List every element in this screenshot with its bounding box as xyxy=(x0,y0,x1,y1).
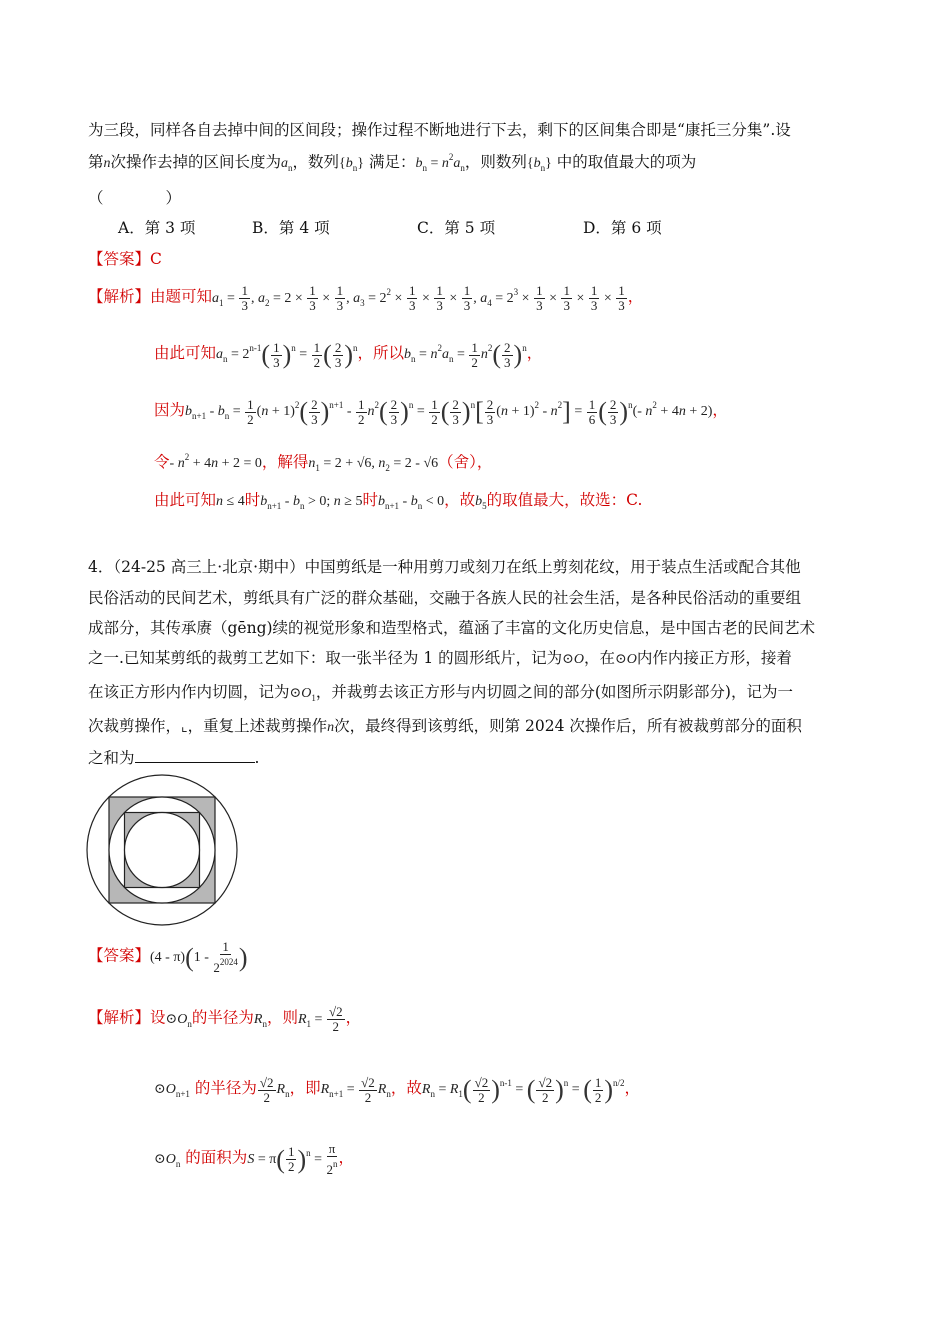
answer-label: 【答案】 xyxy=(88,250,151,268)
q4-line5-a: 在该正方形内作内切圆，记为 xyxy=(88,683,290,701)
inner-circle xyxy=(125,813,200,888)
q4-line7-a: 之和为 xyxy=(88,749,135,767)
math-rn-formula: $R_n = R_1$( $\frac{√2}{2}$ )$^{n-1}$ = ( $\frac{√2}{2}$ )$^n$ = ( $\frac{1}{2}$ )$^{n/2}$ xyxy=(421,1074,625,1105)
math-answer: (4 - π)(1 - $\frac{1}{2^{2024}}$ ) xyxy=(150,939,248,975)
math-cond2: $b_{n+1} - b_n > 0$; n ≥ 5 xyxy=(260,494,363,511)
math-n: n xyxy=(327,720,335,735)
math-n: n xyxy=(103,156,111,171)
math-recur: $R_{n+1}$ = $\frac{√2}{2}$ $R_n$ xyxy=(320,1074,391,1105)
analysis-text: 的半径为 xyxy=(194,1079,257,1098)
answer-value: C xyxy=(150,250,162,268)
analysis-text: 由此可知 xyxy=(154,491,217,509)
q4-line4-c: 内作内接正方形，接着 xyxy=(636,649,792,667)
q4-answer xyxy=(88,940,248,975)
q4-line7-b: . xyxy=(254,749,260,767)
q4-text-line3: 成部分，其传承赓（gēng)续的视觉形象和造型格式，蕴涵了丰富的文化历史信息，是中国古老的民间艺术 xyxy=(88,619,816,637)
analysis-text: 时 xyxy=(362,491,378,509)
analysis-text: 因为 xyxy=(154,401,186,420)
analysis-text: ，解得 xyxy=(261,453,309,471)
math-an-formula: $a_n = 2^{n-1}$( $\frac{1}{3}$ )$^n$ = $\frac{1}{2}$ ( $\frac{2}{3}$ )$^n$ xyxy=(216,339,358,370)
math-bn-seq2: $\{b_n\}$ xyxy=(526,156,552,173)
analysis-text: 的取值最大，故选：C. xyxy=(486,491,643,509)
q3-line2-d: 满足： xyxy=(368,153,416,171)
q3-analysis-line3: 因为$b_{n+1} - b_n$ = $\frac{1}{2}$ $(n + 1)^2$( $\frac{2}{3}$ )$^{n+1}$ - $\frac{1}{2}$ $n^2$( $\frac{2}{3}$ )$^n$ = $\frac{1}{2}$ ( $\frac{2}{3}$ )$^n$[ $\frac{2}{3}$ $(n + 1)^2 - n^2$] = $\frac{1}{6}$ ( $\frac{2}{3}$ )$^n$(- $n^2 + 4n + 2$)， xyxy=(154,396,728,427)
analysis-text: ，即 xyxy=(289,1079,321,1098)
math-a-values: $a_1$ = $\frac{1}{3}$ , $a_2 = 2$ × $\frac{1}{3}$ × $\frac{1}{3}$ , $a_3 = 2^2$ × $\frac{1}{3}$ × $\frac{1}{3}$ × $\frac{1}{3}$ , $a_4 = 2^3$ × $\frac{1}{3}$ × $\frac{1}{3}$ × $\frac{1}{3}$ × $\frac{1}{3}$ xyxy=(212,283,625,313)
option-a: A．第 3 项 xyxy=(118,219,196,237)
q3-line2-f: 中的取值最大的项为 xyxy=(556,153,697,171)
answer-label: 【答案】 xyxy=(88,946,151,965)
q4-text-line7 xyxy=(88,746,259,768)
q3-text-line1: 为三段，同样各自去掉中间的区间段；操作过程不断地进行下去，剩下的区间集合即是“康托三分集”.设 xyxy=(88,121,791,139)
analysis-text: （舍）， xyxy=(438,453,493,471)
math-bn-formula: $b_n = n^2a_n$ = $\frac{1}{2}$ $n^2$( $\frac{2}{3}$ )$^n$ xyxy=(404,339,527,370)
option-b: B．第 4 项 xyxy=(252,219,330,237)
analysis-text: ，所以 xyxy=(357,344,405,363)
q3-analysis-line1: 【解析】由题可知$a_1$ = $\frac{1}{3}$ , $a_2 = 2$ × $\frac{1}{3}$ × $\frac{1}{3}$ , $a_3 = 2^2$ × $\frac{1}{3}$ × $\frac{1}{3}$ × $\frac{1}{3}$ , $a_4 = 2^3$ × $\frac{1}{3}$ × $\frac{1}{3}$ × $\frac{1}{3}$ × $\frac{1}{3}$ ， xyxy=(88,283,644,313)
q3-analysis-line4 xyxy=(154,450,492,473)
math-bn-def: $b_n = n^2a_n$ xyxy=(415,152,465,173)
math-area: S = π( $\frac{1}{2}$ )$^n$ = $\frac{\pi}{2^n}$ xyxy=(247,1141,338,1177)
math-circle-o2: ⊙O xyxy=(615,652,637,667)
q3-text-line2 xyxy=(88,150,696,173)
math-cond3: $b_{n+1} - b_n < 0$ xyxy=(377,494,445,511)
q4-analysis-line2 xyxy=(154,1075,640,1105)
analysis-text: 时 xyxy=(244,491,261,509)
q4-text-line6 xyxy=(88,714,802,736)
q4-line4-a: 之一.已知某剪纸的裁剪工艺如下：取一张半径为 1 的圆形纸片，记为 xyxy=(88,649,563,667)
q4-text-line1: 4．（24-25 高三上·北京·期中）中国剪纸是一种用剪刀或刻刀在纸上剪刻花纹，用于装点生活或配合其他 xyxy=(88,558,801,576)
analysis-label: 【解析】 xyxy=(88,1008,151,1027)
analysis-label: 【解析】 xyxy=(88,287,151,306)
math-on1: $⊙O_{n+1}$ xyxy=(154,1082,190,1100)
math-diff: $b_{n+1} - b_n$ = $\frac{1}{2}$ $(n + 1)^2$( $\frac{2}{3}$ )$^{n+1}$ - $\frac{1}{2}$ $n^2$( $\frac{2}{3}$ )$^n$ = $\frac{1}{2}$ ( $\frac{2}{3}$ )$^n$[ $\frac{2}{3}$ $(n + 1)^2 - n^2$] = $\frac{1}{6}$ ( $\frac{2}{3}$ )$^n$(- $n^2 + 4n + 2$) xyxy=(185,396,713,427)
q4-text-line2: 民俗活动的民间艺术，剪纸具有广泛的群众基础，交融于各族人民的社会生活，是各种民俗活动的重要组 xyxy=(88,589,802,607)
analysis-text: 的面积为 xyxy=(185,1148,248,1167)
answer-blank xyxy=(135,748,255,763)
q4-text-line5 xyxy=(88,680,793,703)
analysis-text: 由题可知 xyxy=(150,287,213,306)
q4-analysis-line3 xyxy=(154,1142,354,1177)
q4-line6-b: ，重复上述裁剪操作 xyxy=(187,717,328,735)
q3-line2-a: 第 xyxy=(88,153,104,171)
q3-line2-e: ，则数列 xyxy=(464,153,527,171)
q3-answer xyxy=(88,247,162,269)
math-roots: $n_1 = 2 + √6$, $n_2 = 2 - √6$ xyxy=(308,456,439,473)
q3-line2-b: 次操作去掉的区间长度为 xyxy=(110,153,282,171)
analysis-text: ， xyxy=(624,1079,641,1098)
analysis-text: ，故 xyxy=(444,491,476,509)
q4-line4-b: ，在 xyxy=(584,649,616,667)
math-b5: $b_5$ xyxy=(475,494,487,511)
q3-line2-c: ，数列 xyxy=(292,153,340,171)
math-r1: $R_1$ = $\frac{√2}{2}$ xyxy=(297,1004,343,1034)
option-d: D．第 6 项 xyxy=(583,219,662,237)
analysis-text: 令 xyxy=(154,453,170,471)
math-rn: $R_n$ xyxy=(253,1011,267,1029)
math-circle-o: ⊙O xyxy=(562,652,585,667)
analysis-text: ，故 xyxy=(390,1079,422,1098)
q4-line6-c: 次，最终得到该剪纸，则第 2024 次操作后，所有被裁剪部分的面积 xyxy=(334,717,802,735)
analysis-text: ， xyxy=(345,1008,362,1027)
analysis-text: 的半径为 xyxy=(191,1008,254,1027)
analysis-text: 设 xyxy=(150,1008,166,1027)
q4-analysis-line1 xyxy=(88,1005,361,1034)
analysis-text: ，则 xyxy=(266,1008,298,1027)
q3-answer-paren: （ ） xyxy=(88,189,182,207)
math-radius: $\frac{√2}{2}$ $R_n$ xyxy=(259,1074,290,1105)
math-cond1: n ≤ 4 xyxy=(216,494,245,509)
option-c: C．第 5 项 xyxy=(417,219,496,237)
math-on: $⊙O_n$ xyxy=(165,1011,192,1029)
q3-analysis-line5 xyxy=(154,488,642,511)
paper-cut-figure xyxy=(86,774,238,926)
q3-analysis-line2: 由此可知$a_n = 2^{n-1}$( $\frac{1}{3}$ )$^n$ = $\frac{1}{2}$ ( $\frac{2}{3}$ )$^n$，所以$b_n = n^2a_n$ = $\frac{1}{2}$ $n^2$( $\frac{2}{3}$ )$^n$， xyxy=(154,339,543,370)
q4-line5-b: ，并裁剪去该正方形与内切圆之间的部分(如图所示阴影部分)，记为一 xyxy=(315,683,793,701)
math-ellipsis: ⌞ xyxy=(181,720,188,735)
math-circle-o1: $⊙O_1$ xyxy=(289,686,316,703)
q4-line6-a: 次裁剪操作， xyxy=(88,717,182,735)
math-on-area: $⊙O_n$ xyxy=(154,1151,181,1169)
analysis-text: ， xyxy=(338,1148,355,1167)
math-bn-seq: $\{b_n\}$ xyxy=(339,156,365,173)
math-an: $a_n$ xyxy=(281,156,293,173)
q4-text-line4 xyxy=(88,646,792,668)
analysis-text: 由此可知 xyxy=(154,344,217,363)
math-eq: - $n^2 + 4n + 2 = 0$ xyxy=(169,452,262,471)
